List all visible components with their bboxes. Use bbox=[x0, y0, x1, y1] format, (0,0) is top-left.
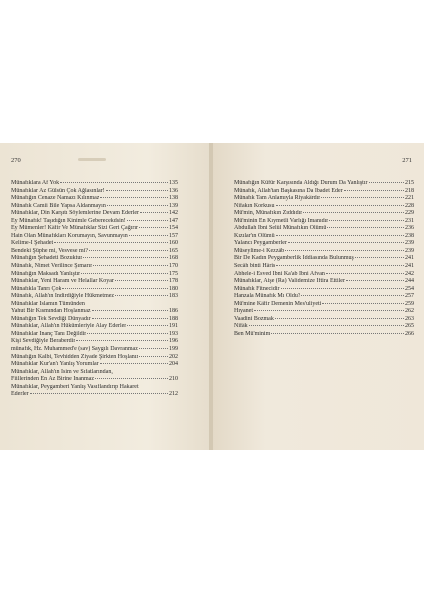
toc-entry-page: 218 bbox=[405, 187, 414, 194]
toc-entry-title: Münafığın Küfür Karşısında Aldığı Durum Da Yanlıştır bbox=[234, 180, 368, 186]
toc-entry bbox=[11, 180, 178, 188]
dot-leader bbox=[115, 295, 168, 296]
toc-entry-page: 210 bbox=[169, 376, 178, 383]
table-of-contents bbox=[11, 180, 178, 399]
toc-entry-title: Mü'mine Kâfir Demenin Mes'uliyeti bbox=[234, 300, 322, 307]
toc-entry bbox=[11, 218, 178, 226]
toc-entry-page: 212 bbox=[169, 391, 178, 398]
dot-leader bbox=[81, 273, 168, 274]
dot-leader bbox=[254, 310, 404, 311]
toc-entry-page: 204 bbox=[169, 361, 178, 368]
toc-entry bbox=[234, 225, 414, 233]
dot-leader bbox=[127, 325, 168, 326]
toc-entry-title: Bir De Kadın Peygamberlik İddiasında Bulunmuş bbox=[234, 255, 354, 262]
dot-leader bbox=[303, 212, 404, 213]
toc-entry-page: 188 bbox=[169, 315, 178, 322]
dot-leader bbox=[89, 250, 168, 251]
toc-entry-page: 262 bbox=[405, 308, 414, 315]
toc-entry-page: 257 bbox=[405, 293, 414, 300]
dot-leader bbox=[327, 227, 404, 228]
dot-leader bbox=[276, 265, 404, 266]
toc-entry bbox=[11, 308, 178, 316]
dot-leader bbox=[321, 197, 404, 198]
toc-entry-page: 154 bbox=[169, 225, 178, 232]
toc-entry-page: 215 bbox=[405, 180, 414, 186]
toc-entry bbox=[11, 338, 178, 346]
dot-leader bbox=[285, 250, 404, 251]
toc-entry bbox=[234, 301, 414, 309]
toc-entry-title: Münafıklar, Aişe (Ra) Validemize İftira Ettiler bbox=[234, 278, 345, 285]
toc-entry-page: 135 bbox=[169, 180, 178, 186]
dot-leader bbox=[275, 318, 404, 319]
toc-entry-page: 199 bbox=[169, 346, 178, 353]
toc-entry bbox=[234, 210, 414, 218]
toc-entry-page: 196 bbox=[169, 338, 178, 345]
dot-leader bbox=[100, 363, 168, 364]
toc-entry-title: Müseylime-i Kezzâb bbox=[234, 247, 285, 254]
dot-leader bbox=[30, 393, 168, 394]
dot-leader bbox=[107, 205, 168, 206]
toc-entry bbox=[11, 331, 178, 339]
dot-leader bbox=[271, 333, 404, 334]
dot-leader bbox=[92, 318, 168, 319]
toc-entry-title: Abdullah İbni Selûl Münafıkın Ölümü bbox=[234, 225, 327, 232]
toc-entry-title: Hain Olan Münafıkları Korumayın, Savunmayın bbox=[11, 232, 128, 239]
toc-entry-title: Mü'min, Münafıkın Zıddıdır bbox=[234, 210, 303, 217]
toc-entry bbox=[11, 271, 178, 279]
dot-leader bbox=[95, 378, 168, 379]
toc-entry-page: 241 bbox=[405, 255, 414, 262]
toc-entry-title: Kızılar'ın Ölümü bbox=[234, 232, 275, 239]
page-number: 270 bbox=[11, 157, 21, 164]
toc-entry-page: 157 bbox=[169, 232, 178, 239]
toc-entry-page: 165 bbox=[169, 247, 178, 254]
dot-leader bbox=[100, 197, 168, 198]
dot-leader bbox=[87, 333, 168, 334]
toc-entry-page: 138 bbox=[169, 195, 178, 202]
toc-entry-page: 180 bbox=[169, 285, 178, 292]
dot-leader bbox=[139, 348, 168, 349]
toc-entry bbox=[234, 271, 414, 279]
toc-entry-title: Secâh binti Hâris bbox=[234, 263, 276, 270]
toc-entry-title: Nifâk bbox=[234, 323, 248, 330]
dot-leader bbox=[62, 288, 168, 289]
toc-entry bbox=[11, 210, 178, 218]
dot-leader bbox=[288, 242, 404, 243]
toc-entry bbox=[234, 293, 414, 301]
toc-entry-title: Münafıklar Kur'an'ı Yanlış Yorumlar bbox=[11, 361, 99, 368]
dot-leader bbox=[139, 227, 168, 228]
toc-entry bbox=[11, 316, 178, 324]
toc-entry-title: Kelime-İ Şehadet bbox=[11, 240, 54, 247]
toc-entry bbox=[11, 203, 178, 211]
toc-entry bbox=[234, 203, 414, 211]
toc-entry-page: 186 bbox=[169, 308, 178, 315]
toc-entry-title: Münafıklara Af Yok bbox=[11, 180, 60, 186]
toc-entry-title: Münafığın Maksadı Yanlıştır bbox=[11, 270, 81, 277]
toc-entry bbox=[11, 263, 178, 271]
toc-entry bbox=[11, 376, 178, 384]
dot-leader bbox=[281, 288, 405, 289]
running-header bbox=[78, 158, 106, 161]
dot-leader bbox=[329, 220, 404, 221]
toc-entry-page: 229 bbox=[405, 210, 414, 217]
dot-leader bbox=[369, 182, 405, 183]
toc-entry-title: Münafıklar İnanç Tanı Değildir bbox=[11, 330, 87, 337]
toc-entry-page: 142 bbox=[169, 210, 178, 217]
table-of-contents bbox=[234, 180, 414, 338]
toc-entry bbox=[11, 323, 178, 331]
toc-entry bbox=[11, 354, 178, 362]
toc-entry bbox=[11, 233, 178, 241]
dot-leader bbox=[60, 182, 168, 183]
toc-entry-page: 160 bbox=[169, 240, 178, 247]
toc-entry-page: 263 bbox=[405, 315, 414, 322]
toc-entry-title: Münafık, Allah'ın İndirdiğiyle Hükmetmez bbox=[11, 293, 115, 300]
toc-entry bbox=[11, 195, 178, 203]
toc-entry-page: 178 bbox=[169, 278, 178, 285]
toc-entry bbox=[234, 233, 414, 241]
toc-entry-title: Münafığın Şehadeti Bozuktur bbox=[11, 255, 83, 262]
toc-entry-title: Münafıklar, Allah'ın İsim ve Sıfatlarından, bbox=[11, 368, 113, 375]
toc-entry bbox=[234, 195, 414, 203]
toc-entry-page: 147 bbox=[169, 217, 178, 224]
dot-leader bbox=[344, 190, 404, 191]
dot-leader bbox=[93, 265, 168, 266]
toc-entry-page: 202 bbox=[169, 353, 178, 360]
toc-entry-page: 136 bbox=[169, 187, 178, 194]
toc-entry bbox=[234, 248, 414, 256]
open-book-spread bbox=[0, 143, 424, 450]
toc-entry-title: münafık, Hz. Muhammed'e (sav) Saygılı Davranmaz bbox=[11, 346, 138, 353]
toc-entry bbox=[234, 240, 414, 248]
toc-entry bbox=[11, 286, 178, 294]
toc-entry bbox=[11, 278, 178, 286]
dot-leader bbox=[355, 257, 404, 258]
toc-entry bbox=[234, 188, 414, 196]
toc-entry-page: 193 bbox=[169, 330, 178, 337]
toc-entry-title: Fiillerinden En Az Birine İnanmaz bbox=[11, 376, 94, 383]
dot-leader bbox=[249, 325, 404, 326]
toc-entry-page: 239 bbox=[405, 247, 414, 254]
toc-entry-page: 242 bbox=[405, 270, 414, 277]
toc-entry-title: Ben Mü'minim bbox=[234, 330, 271, 337]
dot-leader bbox=[127, 220, 168, 221]
toc-entry bbox=[11, 301, 178, 309]
dot-leader bbox=[115, 280, 168, 281]
dot-leader bbox=[139, 356, 168, 357]
toc-entry bbox=[11, 240, 178, 248]
toc-entry bbox=[234, 308, 414, 316]
toc-entry-page: 238 bbox=[405, 232, 414, 239]
toc-entry-title: Mü'minin En Kıymetli Varlığı İmanıdır bbox=[234, 217, 329, 224]
toc-entry-title: Vaadini Bozmak bbox=[234, 315, 274, 322]
toc-entry-title: Münafık, Nimet Verilince Şımarır bbox=[11, 263, 93, 270]
dot-leader bbox=[129, 235, 168, 236]
toc-entry bbox=[234, 263, 414, 271]
toc-entry-title: Münafıklar Az Gülsün Çok Ağlasınlar! bbox=[11, 187, 105, 194]
toc-entry-title: Münafık, Allah'tan Başkasına Da İbadet Eder bbox=[234, 187, 343, 194]
toc-entry-title: Ey Mümenler! Kâfir Ve Münafıklar Sizi Geri Çağırır bbox=[11, 225, 139, 232]
toc-entry-title: Münafıklar, Din Karşıtı Söylemlerine Devam Ederler bbox=[11, 210, 140, 217]
toc-entry-page: 183 bbox=[169, 293, 178, 300]
toc-entry-page: 244 bbox=[405, 278, 414, 285]
toc-entry-title: Münafığın Tek Sevdiği Dünyadır bbox=[11, 315, 91, 322]
dot-leader bbox=[276, 205, 405, 206]
toc-entry-title: Yalancı Peygamberler bbox=[234, 240, 287, 247]
toc-entry-page: 241 bbox=[405, 263, 414, 270]
toc-entry bbox=[11, 248, 178, 256]
dot-leader bbox=[276, 235, 404, 236]
toc-entry-page: 228 bbox=[405, 202, 414, 209]
toc-entry-title: Yahut Bir Kısmından Hoşlanmaz bbox=[11, 308, 91, 315]
toc-entry-page: 191 bbox=[169, 323, 178, 330]
toc-entry bbox=[234, 218, 414, 226]
toc-entry-title: Hanzala Münafık Mı Oldu? bbox=[234, 293, 301, 300]
toc-entry-page: 254 bbox=[405, 285, 414, 292]
dot-leader bbox=[326, 273, 404, 274]
toc-entry bbox=[234, 331, 414, 339]
toc-entry-title: Kişi Sevdiğiyle Beraberdir bbox=[11, 338, 76, 345]
toc-entry bbox=[11, 384, 178, 392]
toc-entry-title: Münafığın Kalbi, Tevhidden Ziyade Şirkten Hoşlanır bbox=[11, 353, 139, 360]
toc-entry-title: Nifakın Korkusu bbox=[234, 202, 275, 209]
toc-entry-title: Münafık Fitnecidir bbox=[234, 285, 280, 292]
toc-entry bbox=[11, 225, 178, 233]
dot-leader bbox=[92, 310, 168, 311]
toc-entry-page: 175 bbox=[169, 270, 178, 277]
toc-entry bbox=[11, 188, 178, 196]
toc-entry bbox=[11, 293, 178, 301]
dot-leader bbox=[346, 280, 404, 281]
toc-entry-title: Münafıklar İslamın Tümünden bbox=[11, 300, 85, 307]
toc-entry bbox=[11, 346, 178, 354]
toc-entry-page: 266 bbox=[405, 330, 414, 337]
toc-entry-title: Ederler bbox=[11, 391, 29, 398]
toc-entry-title: Münafıklar, Allah'ın Hükümleriyle Alay Ederler bbox=[11, 323, 127, 330]
toc-entry bbox=[11, 255, 178, 263]
dot-leader bbox=[106, 190, 168, 191]
toc-entry-title: Abhele-i Esved İbni Ka'ab İbni Afvan bbox=[234, 270, 325, 277]
page-number: 271 bbox=[402, 157, 412, 164]
toc-entry bbox=[234, 286, 414, 294]
toc-entry-page: 259 bbox=[405, 300, 414, 307]
toc-entry-title: Münafık Camii Bile Yapsa Aldanmayın bbox=[11, 202, 106, 209]
toc-entry-title: Münafık Tam Anlamıyla Riyakârdır bbox=[234, 195, 321, 202]
toc-entry bbox=[234, 180, 414, 188]
toc-entry-title: Münafıklar, Yeni Haram ve Helallar Koyar bbox=[11, 278, 114, 285]
toc-entry-title: Ey Münafık! Taşıdığın Kinimle Geberecekdsin! bbox=[11, 217, 126, 224]
toc-entry-page: 221 bbox=[405, 195, 414, 202]
toc-entry-page: 231 bbox=[405, 217, 414, 224]
dot-leader bbox=[76, 340, 168, 341]
dot-leader bbox=[140, 212, 168, 213]
toc-entry-title: Bendeki Şüphe mi, Vesvese mi? bbox=[11, 247, 89, 254]
toc-entry bbox=[234, 278, 414, 286]
right-page bbox=[213, 143, 424, 450]
toc-entry-title: Münafıkla Tanrı Çok bbox=[11, 285, 62, 292]
toc-entry-title: Münafığın Cenaze Namazı Kılınmaz bbox=[11, 195, 100, 202]
dot-leader bbox=[322, 303, 404, 304]
toc-entry-title: Hıyanet bbox=[234, 308, 253, 315]
toc-entry bbox=[11, 361, 178, 369]
toc-entry-page: 170 bbox=[169, 263, 178, 270]
toc-entry-page: 265 bbox=[405, 323, 414, 330]
toc-entry-page: 168 bbox=[169, 255, 178, 262]
toc-entry bbox=[234, 316, 414, 324]
toc-entry-page: 139 bbox=[169, 202, 178, 209]
dot-leader bbox=[83, 257, 168, 258]
toc-entry-page: 239 bbox=[405, 240, 414, 247]
toc-entry bbox=[11, 369, 178, 377]
left-page bbox=[0, 143, 211, 450]
toc-entry-page: 236 bbox=[405, 225, 414, 232]
toc-entry bbox=[234, 323, 414, 331]
dot-leader bbox=[54, 242, 168, 243]
toc-entry bbox=[234, 255, 414, 263]
toc-entry-title: Münafıklar, Peygamberi Yanlış Vasıflandırıp Hakaret bbox=[11, 383, 139, 390]
dot-leader bbox=[301, 295, 404, 296]
toc-entry bbox=[11, 391, 178, 399]
